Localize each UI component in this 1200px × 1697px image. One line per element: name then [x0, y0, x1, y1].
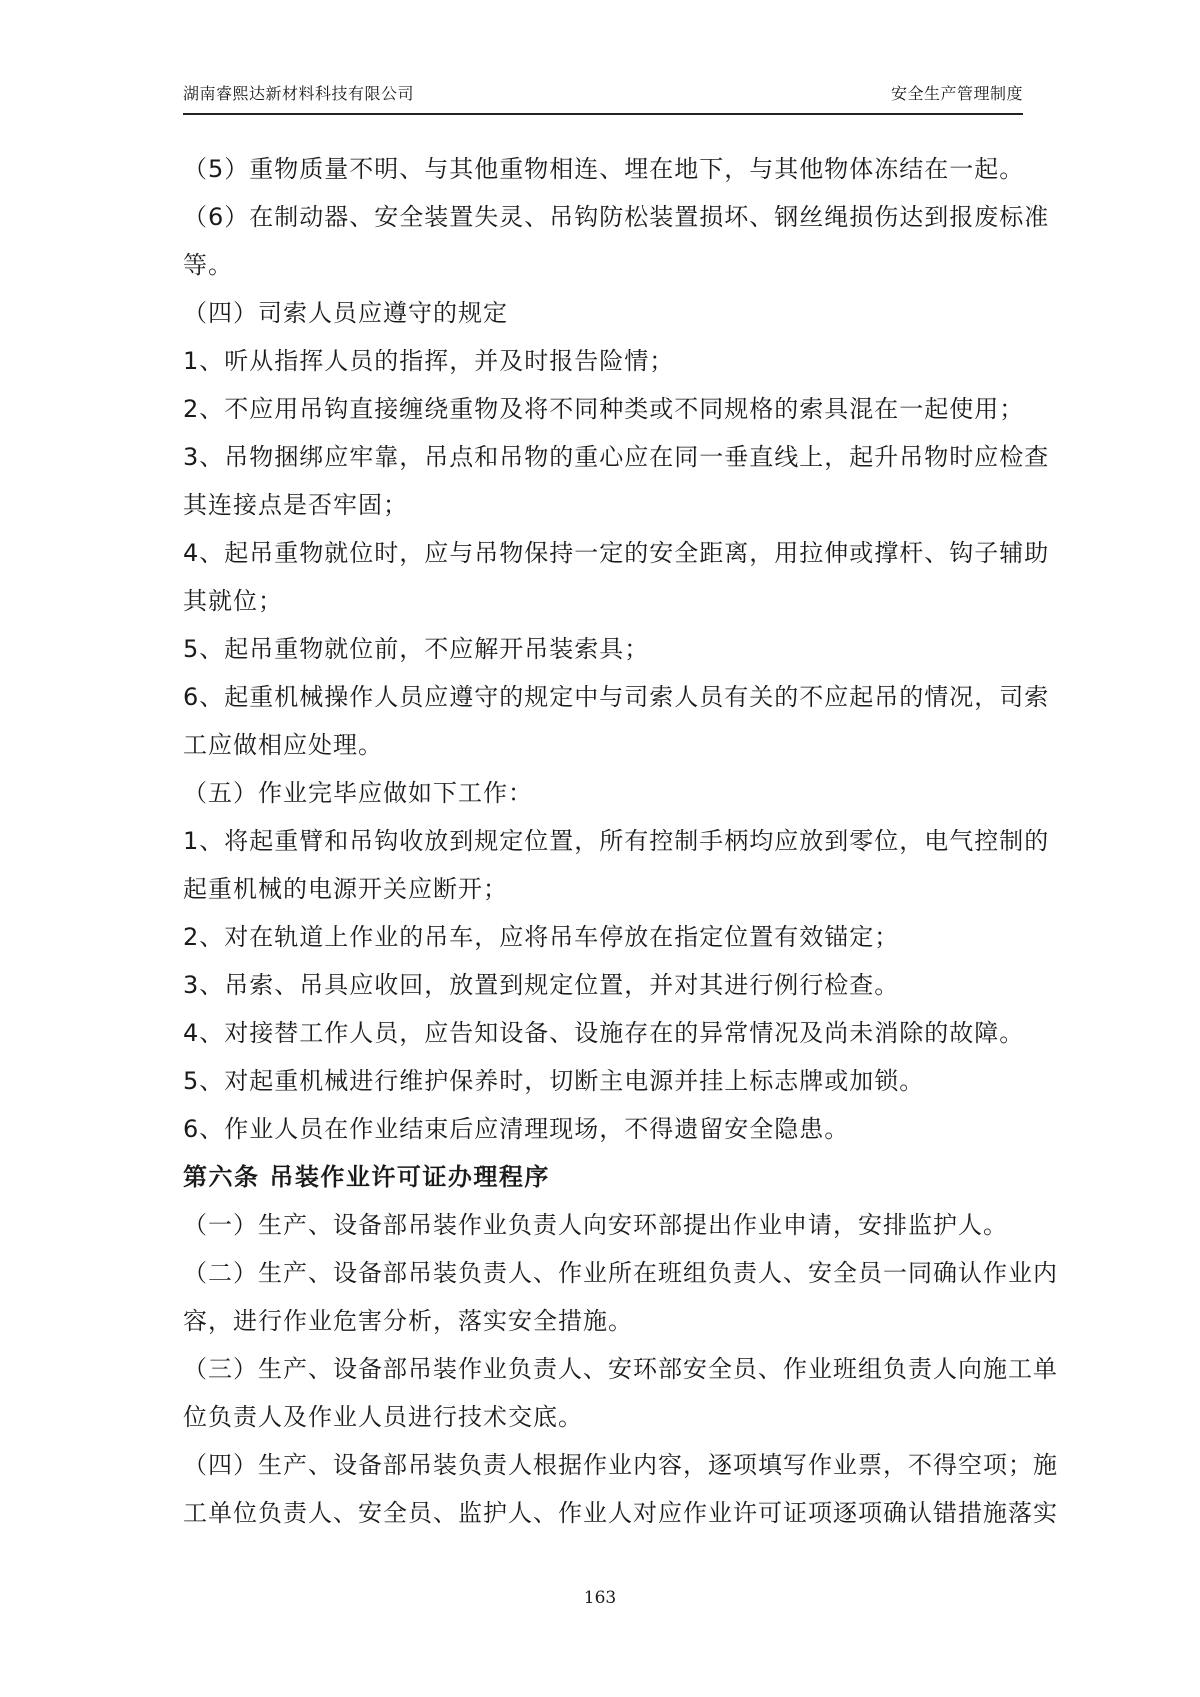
text-line: 等。 — [183, 251, 233, 279]
page-number: 163 — [583, 1588, 617, 1608]
text-line: 6、起重机械操作人员应遵守的规定中与司索人员有关的不应起吊的情况，司索 — [183, 683, 1050, 711]
text-line: 2、对在轨道上作业的吊车，应将吊车停放在指定位置有效锚定； — [183, 923, 900, 951]
text-line: 3、吊物捆绑应牢靠，吊点和吊物的重心应在同一垂直线上，起升吊物时应检查 — [183, 443, 1050, 471]
text-line: （四）生产、设备部吊装负责人根据作业内容，逐项填写作业票，不得空项；施 — [183, 1451, 1058, 1479]
section-heading: （四）司索人员应遵守的规定 — [183, 299, 508, 327]
text-line: 2、不应用吊钩直接缠绕重物及将不同种类或不同规格的索具混在一起使用； — [183, 395, 1025, 423]
text-line: 3、吊索、吊具应收回，放置到规定位置，并对其进行例行检查。 — [183, 971, 900, 999]
text-line: （5）重物质量不明、与其他重物相连、埋在地下，与其他物体冻结在一起。 — [183, 155, 1025, 183]
text-line: 起重机械的电源开关应断开； — [183, 875, 508, 903]
text-line: 位负责人及作业人员进行技术交底。 — [183, 1403, 583, 1431]
text-line: 4、对接替工作人员，应告知设备、设施存在的异常情况及尚未消除的故障。 — [183, 1019, 1025, 1047]
header-company-name: 湖南睿熙达新材料科技有限公司 — [183, 84, 415, 103]
text-line: 4、起吊重物就位时，应与吊物保持一定的安全距离，用拉伸或撑杆、钩子辅助 — [183, 539, 1050, 567]
text-line: （6）在制动器、安全装置失灵、吊钩防松装置损坏、钢丝绳损伤达到报废标准 — [183, 203, 1050, 231]
section-heading: （五）作业完毕应做如下工作： — [183, 779, 533, 807]
text-line: （一）生产、设备部吊装作业负责人向安环部提出作业申请，安排监护人。 — [183, 1211, 1008, 1239]
text-line: 1、将起重臂和吊钩收放到规定位置，所有控制手柄均应放到零位，电气控制的 — [183, 827, 1050, 855]
text-line: 其连接点是否牢固； — [183, 491, 408, 519]
page-header — [183, 83, 1023, 115]
text-line: 工单位负责人、安全员、监护人、作业人对应作业许可证项逐项确认错措施落实 — [183, 1499, 1058, 1527]
text-line: （二）生产、设备部吊装负责人、作业所在班组负责人、安全员一同确认作业内 — [183, 1259, 1058, 1287]
text-line: 5、对起重机械进行维护保养时，切断主电源并挂上标志牌或加锁。 — [183, 1067, 925, 1095]
text-line: 6、作业人员在作业结束后应清理现场，不得遗留安全隐患。 — [183, 1115, 850, 1143]
header-document-title: 安全生产管理制度 — [890, 84, 1023, 103]
article-heading: 第六条 吊装作业许可证办理程序 — [183, 1163, 550, 1191]
text-line: 其就位； — [183, 587, 283, 615]
document-body — [183, 145, 1058, 1537]
text-line: 1、听从指挥人员的指挥，并及时报告险情； — [183, 347, 675, 375]
text-line: 容，进行作业危害分析，落实安全措施。 — [183, 1307, 633, 1335]
text-line: （三）生产、设备部吊装作业负责人、安环部安全员、作业班组负责人向施工单 — [183, 1355, 1058, 1383]
text-line: 5、起吊重物就位前，不应解开吊装索具； — [183, 635, 650, 663]
text-line: 工应做相应处理。 — [183, 731, 383, 759]
